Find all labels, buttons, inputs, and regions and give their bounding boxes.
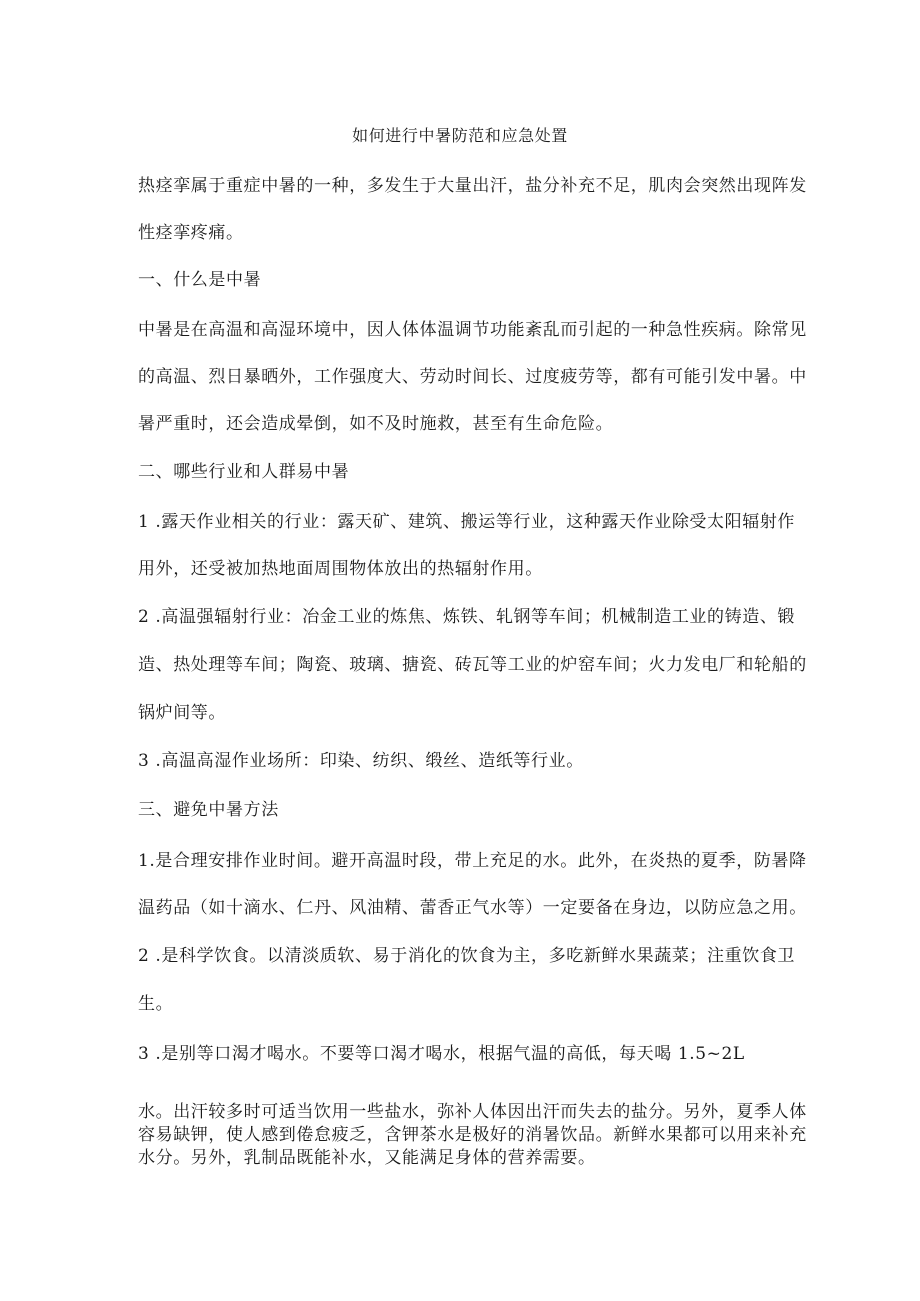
paragraph-line: 水。出汗较多时可适当饮用一些盐水，弥补人体因出汗而失去的盐分。另外，夏季人体 [138,1102,807,1122]
paragraph-line: 性痉挛疼痛。 [138,223,244,243]
paragraph-line: 热痉挛属于重症中暑的一种，多发生于大量出汗，盐分补充不足，肌肉会突然出现阵发 [138,176,807,196]
list-item-line: 造、热处理等车间；陶瓷、玻璃、搪瓷、砖瓦等工业的炉窑车间；火力发电厂和轮船的 [138,655,807,675]
list-item-line: 2 .高温强辐射行业：冶金工业的炼焦、炼铁、轧钢等车间；机械制造工业的铸造、锻 [138,607,796,627]
list-item-line: 1 .露天作业相关的行业：露天矿、建筑、搬运等行业，这种露天作业除受太阳辐射作 [138,512,796,532]
list-item-line: 3 .是别等口渴才喝水。不要等口渴才喝水，根据气温的高低，每天喝 1.5~2L [138,1044,745,1064]
paragraph-line: 的高温、烈日暴晒外，工作强度大、劳动时间长、过度疲劳等，都有可能引发中暑。中 [138,367,807,387]
list-item-line: 生。 [138,994,174,1014]
paragraph-line: 中暑是在高温和高湿环境中，因人体体温调节功能紊乱而引起的一种急性疾病。除常见 [138,320,807,340]
list-item-line: 1.是合理安排作业时间。避开高温时段，带上充足的水。此外，在炎热的夏季，防暑降 [138,851,807,871]
document-title: 如何进行中暑防范和应急处置 [352,126,568,145]
paragraph-line: 水分。另外，乳制品既能补水，又能满足身体的营养需要。 [138,1148,596,1168]
paragraph-line: 容易缺钾，使人感到倦怠疲乏，含钾茶水是极好的消暑饮品。新鲜水果都可以用来补充 [138,1125,807,1145]
section-heading: 一、什么是中暑 [138,270,262,290]
list-item-line: 3 .高温高湿作业场所：印染、纺织、缎丝、造纸等行业。 [138,751,584,771]
section-heading: 二、哪些行业和人群易中暑 [138,462,350,482]
section-heading: 三、避免中暑方法 [138,800,279,820]
list-item-line: 2 .是科学饮食。以清淡质软、易于消化的饮食为主，多吃新鲜水果蔬菜；注重饮食卫 [138,946,796,966]
list-item-line: 温药品（如十滴水、仁丹、风油精、蕾香正气水等）一定要备在身边，以防应急之用。 [138,898,807,918]
paragraph-line: 暑严重时，还会造成晕倒，如不及时施救，甚至有生命危险。 [138,414,614,434]
list-item-line: 锅炉间等。 [138,703,226,723]
list-item-line: 用外，还受被加热地面周围物体放出的热辐射作用。 [138,559,543,579]
